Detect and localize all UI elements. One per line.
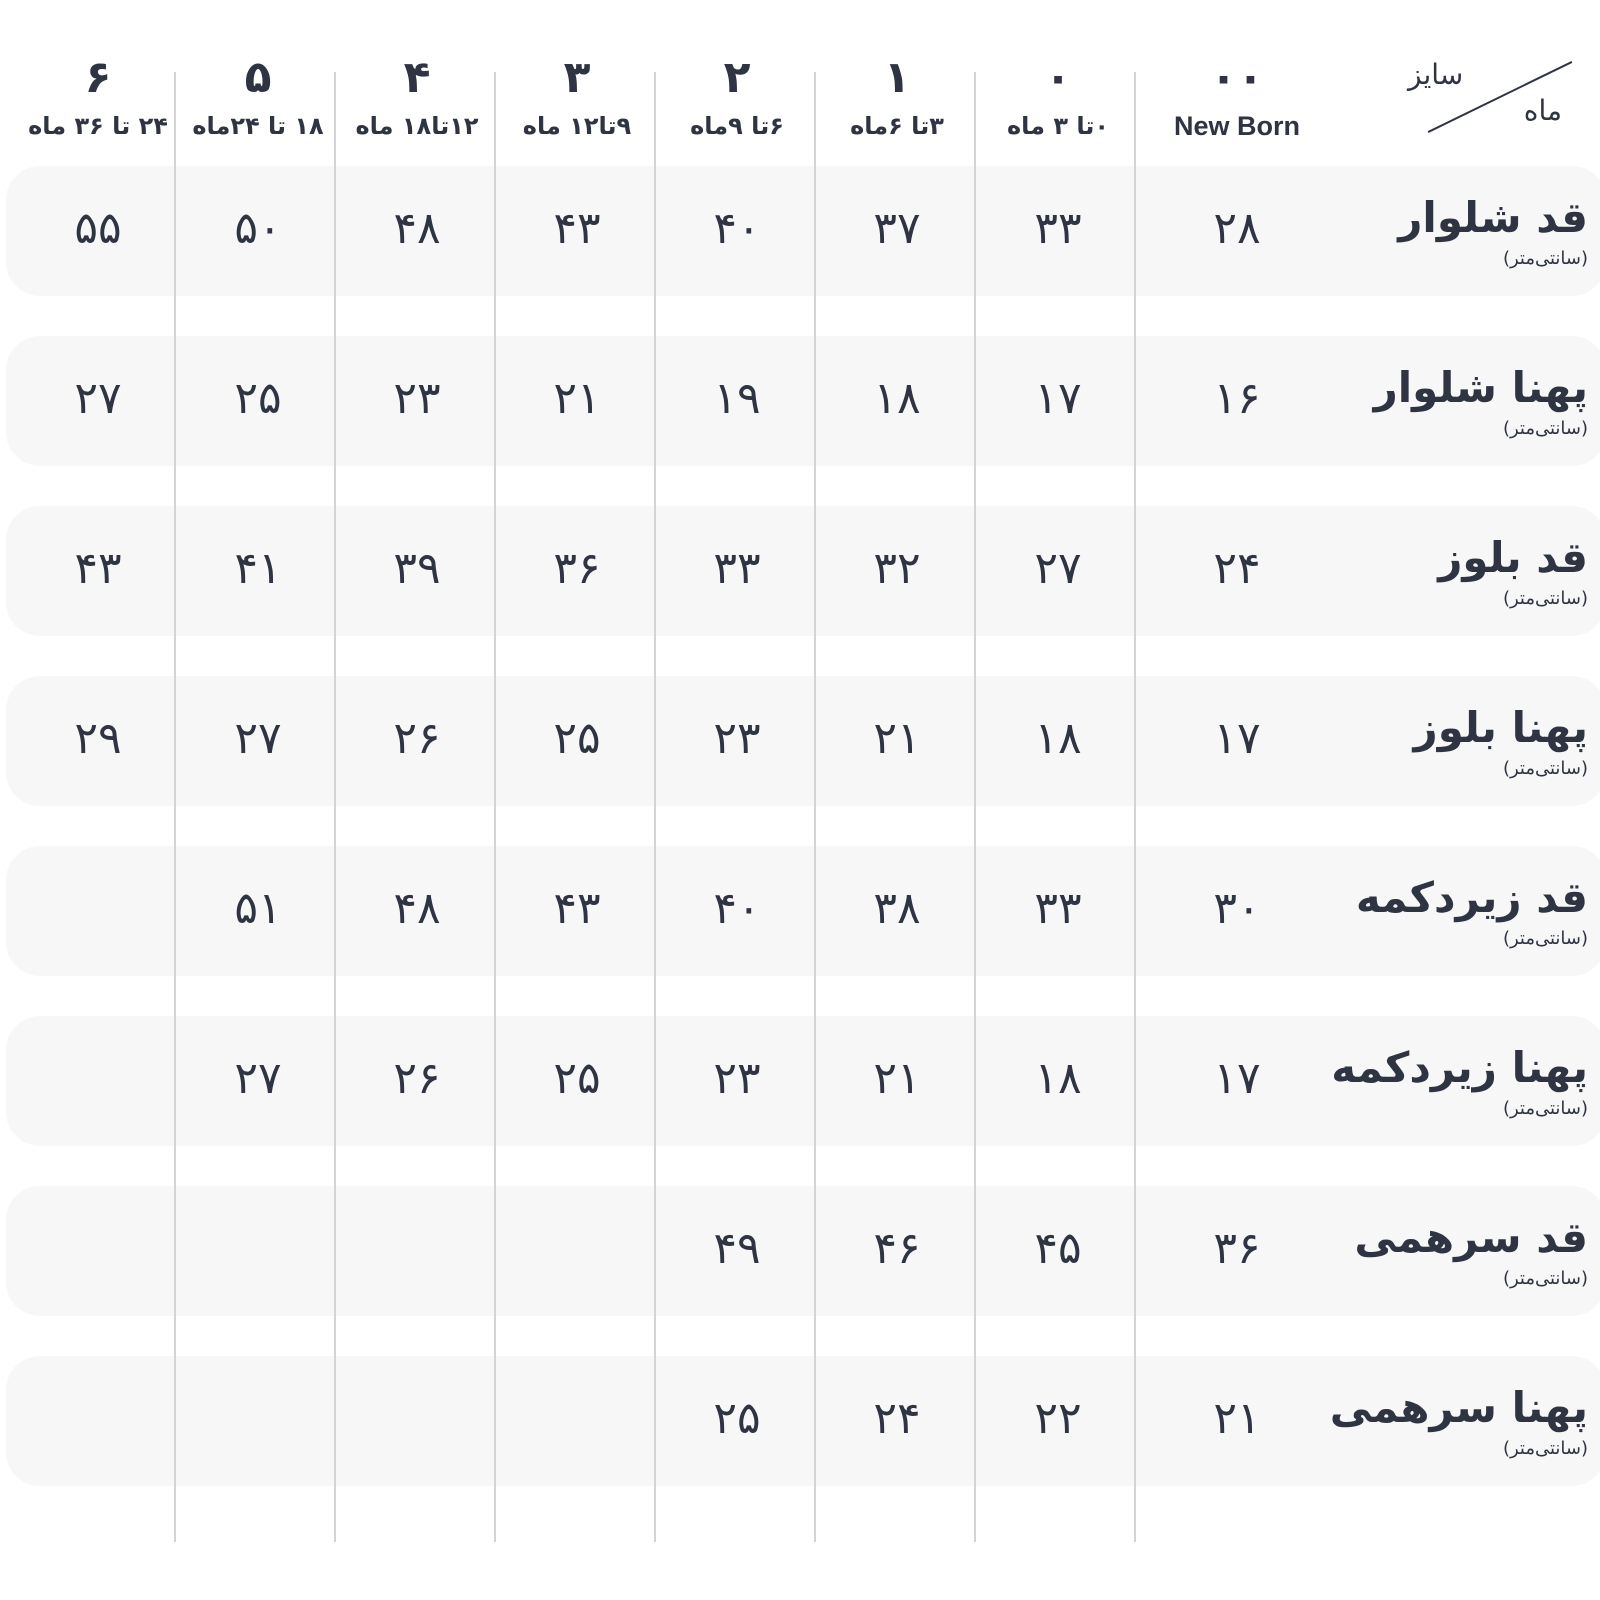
column-size: ۰۰	[1210, 52, 1264, 103]
row-label-text: قد زیردکمه	[1355, 873, 1588, 922]
table-cell	[337, 1384, 497, 1454]
table-cell: ۱۷	[1213, 713, 1261, 764]
table-cell	[18, 874, 178, 944]
column-months: ۶تا ۹ماه	[690, 112, 784, 140]
table-cell: ۲۷	[234, 1053, 282, 1104]
row-label-unit: (سانتی‌متر)	[1502, 758, 1588, 779]
column-separator	[1134, 72, 1136, 1542]
row-label-unit: (سانتی‌متر)	[1502, 928, 1588, 949]
column-months: ۰تا ۳ ماه	[1006, 112, 1110, 140]
row-label-unit: (سانتی‌متر)	[1502, 1098, 1588, 1119]
corner-size-label: سایز	[1408, 58, 1464, 91]
row-label	[1398, 190, 1588, 272]
column-size: ۲	[723, 52, 751, 103]
table-cell: ۲۶	[393, 1053, 441, 1104]
column-separator	[174, 72, 176, 1542]
column-header-6	[178, 48, 338, 158]
column-size: ۵	[244, 52, 272, 103]
table-cell: ۳۶	[1213, 1223, 1261, 1274]
row-label-unit: (سانتی‌متر)	[1502, 1438, 1588, 1459]
table-cell: ۴۰	[713, 883, 761, 934]
table-row	[6, 1016, 1600, 1146]
table-cell: ۲۱	[1213, 1393, 1261, 1444]
table-cell: ۱۷	[1034, 373, 1082, 424]
column-size: ۱	[883, 52, 911, 103]
column-separator	[814, 72, 816, 1542]
table-cell: ۱۸	[1034, 713, 1082, 764]
column-separator	[494, 72, 496, 1542]
row-label-text: پهنا زیردکمه	[1331, 1043, 1588, 1092]
table-cell: ۲۱	[873, 1053, 921, 1104]
table-cell: ۲۵	[553, 1053, 601, 1104]
row-label-text: قد شلوار	[1398, 193, 1588, 242]
table-cell: ۲۱	[873, 713, 921, 764]
table-cell: ۲۲	[1034, 1393, 1082, 1444]
corner-header	[1400, 40, 1580, 150]
table-cell: ۵۱	[234, 883, 282, 934]
table-cell: ۱۷	[1213, 1053, 1261, 1104]
table-cell: ۲۳	[713, 713, 761, 764]
table-row	[6, 166, 1600, 296]
column-header-0	[1157, 48, 1317, 158]
table-cell: ۲۸	[1213, 203, 1261, 254]
table-cell	[497, 1384, 657, 1454]
row-label-text: قد سرهمی	[1354, 1213, 1588, 1262]
table-cell	[18, 1384, 178, 1454]
column-months: ۱۲تا۱۸ ماه	[355, 112, 479, 140]
table-row	[6, 676, 1600, 806]
table-cell: ۲۵	[713, 1393, 761, 1444]
row-label	[1414, 700, 1588, 782]
row-label	[1331, 1040, 1588, 1122]
table-cell	[18, 1214, 178, 1284]
column-separator	[334, 72, 336, 1542]
table-cell: ۲۹	[74, 713, 122, 764]
row-label	[1438, 530, 1588, 612]
table-row	[6, 336, 1600, 466]
table-cell: ۲۷	[1034, 543, 1082, 594]
table-cell: ۲۴	[1213, 543, 1261, 594]
table-cell: ۴۸	[393, 883, 441, 934]
table-row	[6, 846, 1600, 976]
table-cell: ۲۶	[393, 713, 441, 764]
column-header-2	[817, 48, 977, 158]
table-cell: ۲۷	[234, 713, 282, 764]
column-header-4	[497, 48, 657, 158]
row-label-unit: (سانتی‌متر)	[1502, 418, 1588, 439]
table-cell: ۲۴	[873, 1393, 921, 1444]
column-months: New Born	[1173, 111, 1300, 141]
table-cell: ۲۳	[393, 373, 441, 424]
table-cell: ۱۹	[713, 373, 761, 424]
column-separator	[654, 72, 656, 1542]
column-header-5	[337, 48, 497, 158]
table-cell: ۳۲	[873, 543, 921, 594]
row-label	[1354, 1210, 1588, 1292]
column-months: ۲۴ تا ۳۶ ماه	[28, 112, 168, 140]
table-cell: ۴۳	[74, 543, 122, 594]
table-row	[6, 1186, 1600, 1316]
table-cell: ۳۳	[1034, 883, 1082, 934]
column-separator	[974, 72, 976, 1542]
table-cell: ۳۷	[873, 203, 921, 254]
row-label-text: پهنا سرهمی	[1329, 1383, 1588, 1432]
column-size: ۰	[1044, 52, 1072, 103]
row-label	[1356, 870, 1588, 952]
column-months: ۹تا۱۲ ماه	[522, 112, 632, 140]
table-row	[6, 506, 1600, 636]
table-cell: ۴۱	[234, 543, 282, 594]
column-size: ۶	[84, 52, 112, 103]
row-label	[1374, 360, 1588, 442]
table-cell: ۱۶	[1213, 373, 1261, 424]
table-cell: ۲۳	[713, 1053, 761, 1104]
table-cell: ۴۳	[553, 203, 601, 254]
column-header-3	[657, 48, 817, 158]
table-cell: ۳۳	[1034, 203, 1082, 254]
table-cell	[178, 1214, 338, 1284]
row-label-unit: (سانتی‌متر)	[1502, 248, 1588, 269]
table-cell: ۴۸	[393, 203, 441, 254]
table-cell: ۴۶	[873, 1223, 921, 1274]
table-cell: ۳۸	[873, 883, 921, 934]
row-label-text: پهنا شلوار	[1373, 363, 1588, 412]
column-months: ۳تا ۶ماه	[850, 112, 944, 140]
table-row	[6, 1356, 1600, 1486]
column-header-7	[18, 48, 178, 158]
table-cell: ۴۳	[553, 883, 601, 934]
table-cell: ۵۵	[74, 203, 122, 254]
row-label-text: پهنا بلوز	[1413, 703, 1588, 752]
row-label-unit: (سانتی‌متر)	[1502, 1268, 1588, 1289]
row-label-unit: (سانتی‌متر)	[1502, 588, 1588, 609]
table-cell: ۲۵	[234, 373, 282, 424]
table-cell: ۲۷	[74, 373, 122, 424]
table-cell: ۱۸	[1034, 1053, 1082, 1104]
table-cell: ۲۱	[553, 373, 601, 424]
row-label-text: قد بلوز	[1438, 533, 1588, 582]
table-cell: ۴۹	[713, 1223, 761, 1274]
table-cell: ۳۰	[1213, 883, 1261, 934]
column-header-1	[978, 48, 1138, 158]
row-label	[1330, 1380, 1588, 1462]
table-cell	[18, 1044, 178, 1114]
table-cell: ۲۵	[553, 713, 601, 764]
table-cell	[178, 1384, 338, 1454]
column-size: ۳	[563, 52, 591, 103]
table-cell: ۳۶	[553, 543, 601, 594]
table-cell	[497, 1214, 657, 1284]
table-cell: ۳۹	[393, 543, 441, 594]
table-cell: ۴۰	[713, 203, 761, 254]
table-cell: ۵۰	[234, 203, 282, 254]
table-cell: ۱۸	[873, 373, 921, 424]
column-size: ۴	[403, 52, 431, 103]
table-cell	[337, 1214, 497, 1284]
column-months: ۱۸ تا ۲۴ماه	[192, 112, 324, 140]
corner-month-label: ماه	[1523, 94, 1562, 127]
table-cell: ۳۳	[713, 543, 761, 594]
table-cell: ۴۵	[1034, 1223, 1082, 1274]
